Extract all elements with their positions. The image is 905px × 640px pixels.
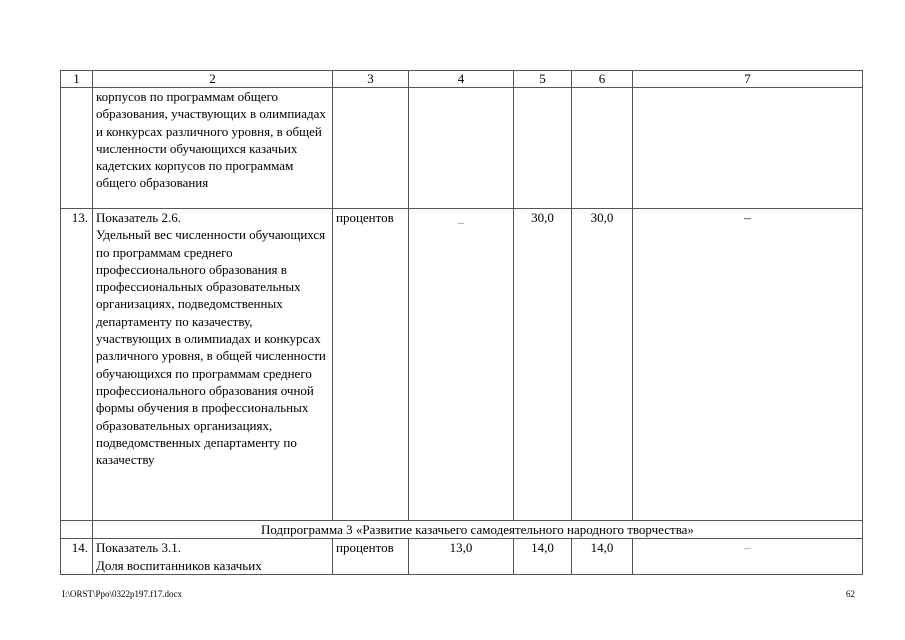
- table-row: [61, 539, 863, 575]
- value-cell: –: [633, 209, 863, 521]
- value-cell: [514, 88, 572, 209]
- value-cell: [409, 88, 514, 209]
- indicator-title: Показатель 2.6.: [96, 210, 181, 225]
- indicator-title: Показатель 3.1.: [96, 540, 181, 556]
- header-cell: 5: [514, 71, 572, 88]
- header-cell: 1: [61, 71, 93, 88]
- header-cell: 3: [333, 71, 409, 88]
- footer-page-number: 62: [846, 589, 855, 599]
- row-number: 13.: [61, 209, 93, 521]
- empty-cell: [61, 521, 93, 539]
- value-cell: [572, 88, 633, 209]
- unit-cell: процентов: [333, 209, 409, 521]
- header-row: [61, 71, 863, 88]
- table-row: [61, 88, 863, 209]
- unit-cell: [333, 88, 409, 209]
- table-row: [61, 209, 863, 521]
- indicator-cell: [93, 209, 333, 521]
- header-cell: 2: [93, 71, 333, 88]
- value-cell: _: [409, 209, 514, 521]
- value-cell: 14,0: [572, 539, 633, 575]
- footer-file-path: I:\ORST\Ppo\0322p197.f17.docx: [62, 589, 183, 599]
- value-cell: 30,0: [514, 209, 572, 521]
- subprogram-title: Подпрограмма 3 «Развитие казачьего самодеятельного народного творчества»: [93, 521, 863, 539]
- value-cell: 14,0: [514, 539, 572, 575]
- header-cell: 6: [572, 71, 633, 88]
- row-number: 14.: [61, 539, 93, 575]
- value-cell: [633, 88, 863, 209]
- unit-cell: процентов: [333, 539, 409, 575]
- value-cell: 30,0: [572, 209, 633, 521]
- indicator-name: Доля воспитанников казачьих: [96, 557, 262, 573]
- indicator-name: Удельный вес численности обучающихся по программам среднего профессионального образования в профессиональных образовательных организациях, подведомственных департаменту по казачеству, участвующих в олимпиадах и конкурсах различного уровня, в общей численности обучающихся по программам среднего профессионального образования очной формы обучения в профессиональных образовательных организациях, подведомственных департаменту по казачеству: [96, 227, 326, 468]
- indicators-table: [60, 70, 863, 575]
- value-cell: –: [633, 539, 863, 575]
- row-number: [61, 88, 93, 209]
- header-cell: 7: [633, 71, 863, 88]
- value-cell: 13,0: [409, 539, 514, 575]
- indicator-name: корпусов по программам общего образования, участвующих в олимпиадах и конкурсах различного уровня, в общей численности обучающихся казачьих кадетских корпусов по программам общего образования: [93, 88, 333, 209]
- indicator-cell: [93, 539, 333, 575]
- subprogram-row: [61, 521, 863, 539]
- header-cell: 4: [409, 71, 514, 88]
